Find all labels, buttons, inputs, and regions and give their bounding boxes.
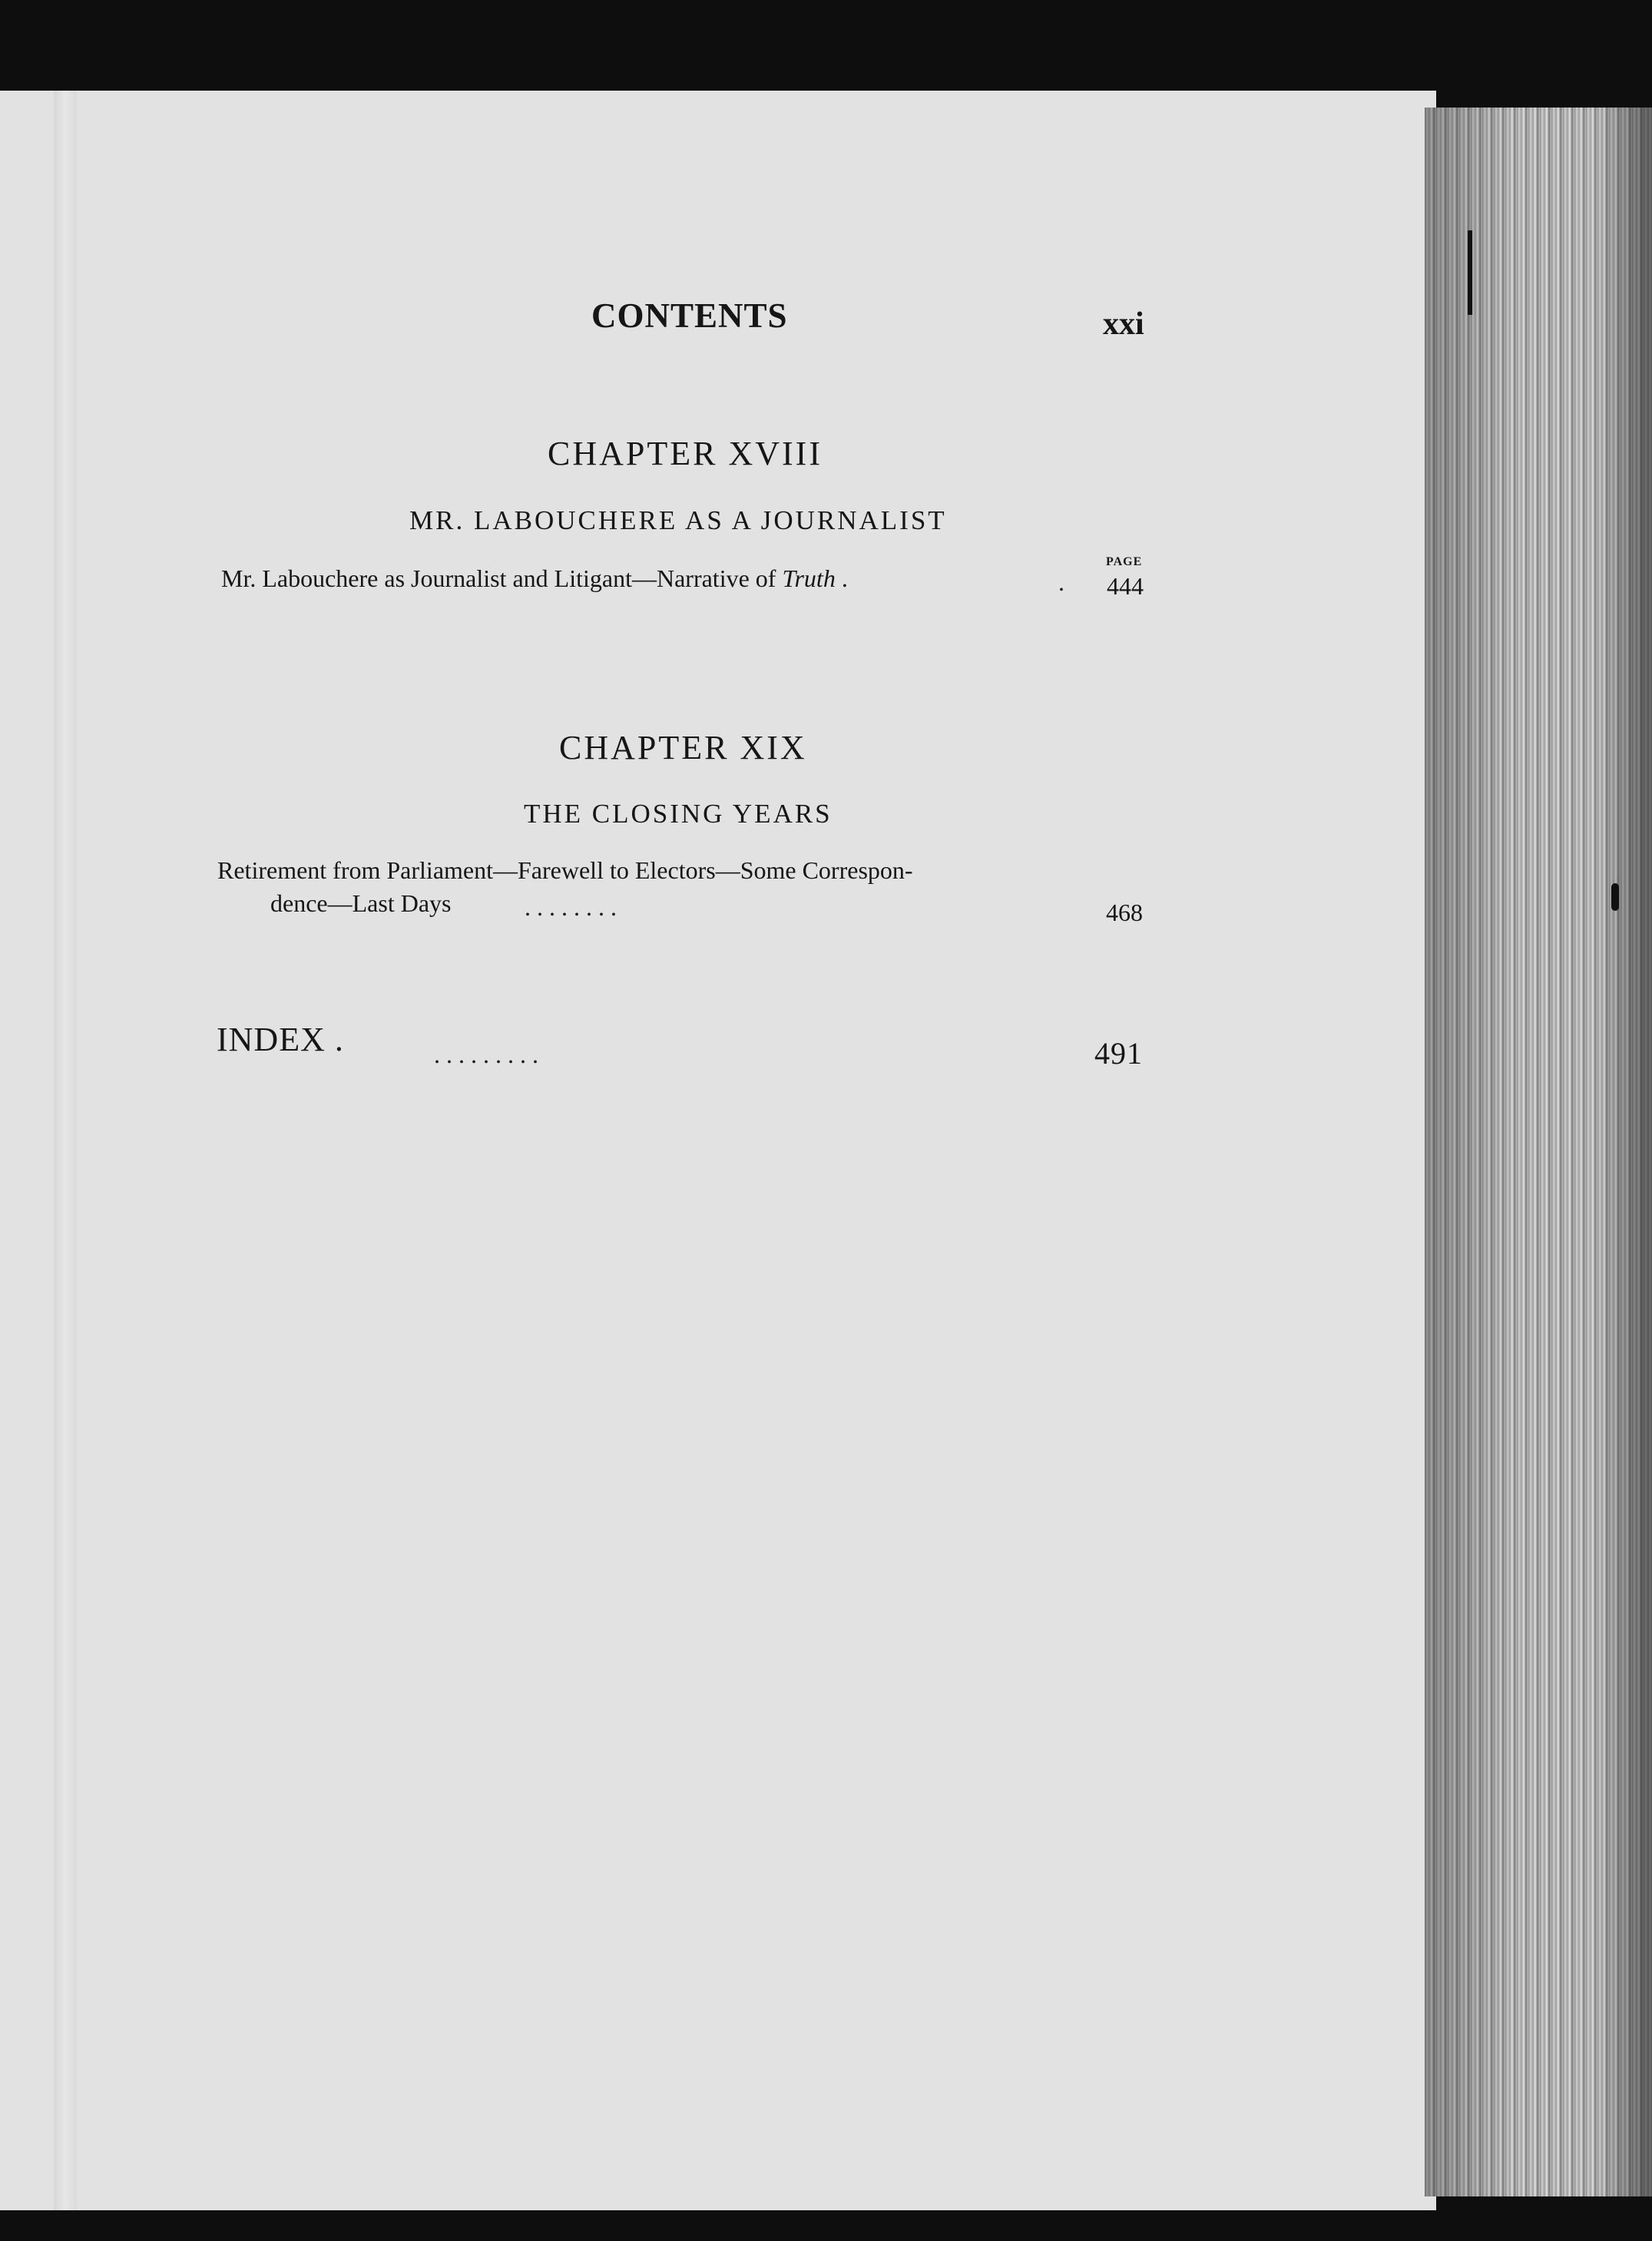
page-number: 444 bbox=[1107, 572, 1144, 600]
page-number: 491 bbox=[1094, 1036, 1143, 1071]
scan-mark bbox=[1468, 230, 1472, 315]
dot-leader: . bbox=[1058, 568, 1064, 596]
binding-gutter bbox=[54, 91, 77, 2210]
chapter-summary-line: dence—Last Days bbox=[270, 889, 452, 917]
chapter-summary bbox=[221, 564, 848, 593]
dot-leader: . . . . . . . . bbox=[525, 893, 617, 921]
chapter-title: MR. LABOUCHERE AS A JOURNALIST bbox=[409, 505, 947, 535]
summary-text: Mr. Labouchere as Journalist and Litigant—Narrative of bbox=[221, 564, 776, 592]
chapter-title: THE CLOSING YEARS bbox=[524, 799, 833, 829]
page-number: 468 bbox=[1106, 899, 1143, 926]
summary-italic-title: Truth bbox=[782, 564, 836, 592]
chapter-heading: CHAPTER XVIII bbox=[548, 435, 823, 472]
page-folio: xxi bbox=[1103, 306, 1144, 342]
index-entry: INDEX . bbox=[217, 1021, 344, 1058]
dot-leader: . . . . . . . . . bbox=[434, 1041, 538, 1068]
page-column-label: PAGE bbox=[1106, 555, 1143, 568]
paper-page bbox=[0, 91, 1436, 2210]
chapter-summary-line: Retirement from Parliament—Farewell to Electors—Some Correspon- bbox=[217, 856, 913, 884]
summary-end: . bbox=[841, 564, 848, 592]
chapter-heading: CHAPTER XIX bbox=[559, 729, 807, 766]
running-title: CONTENTS bbox=[591, 296, 788, 335]
scan-mark bbox=[1611, 883, 1619, 911]
page-edges-shadow bbox=[1425, 108, 1652, 2196]
